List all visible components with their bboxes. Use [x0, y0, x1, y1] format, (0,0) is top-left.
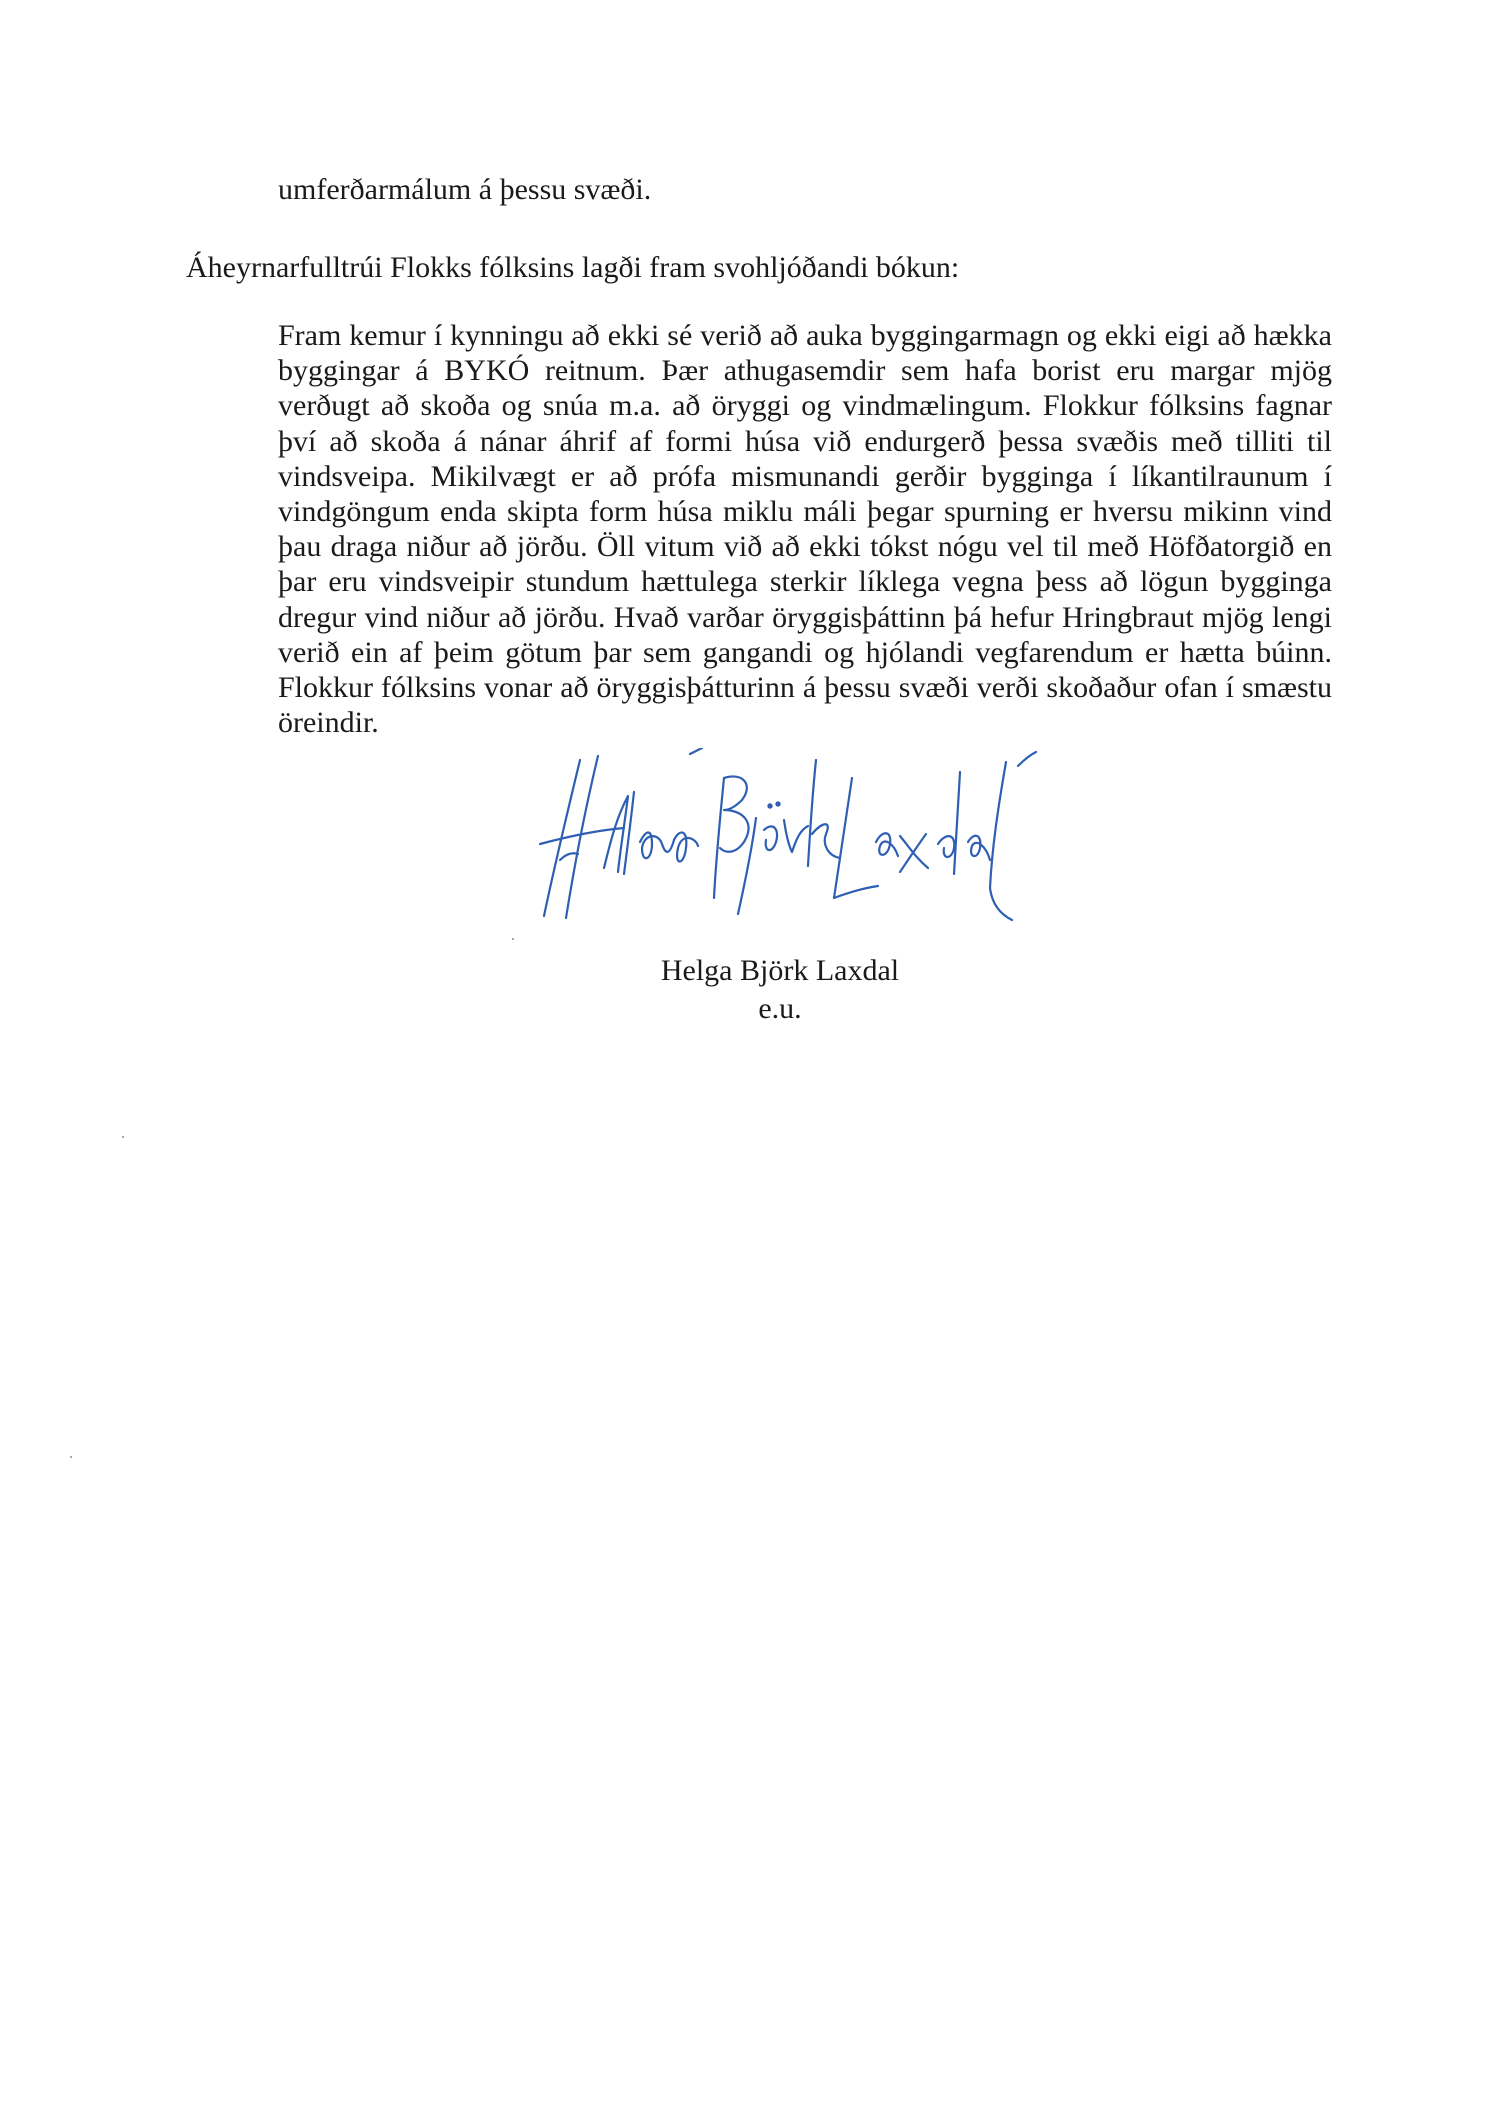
signer-name: Helga Björk Laxdal	[660, 954, 900, 987]
bokun-block	[278, 318, 1332, 740]
scan-speck	[122, 1136, 124, 1138]
bokun-paragraph: Fram kemur í kynningu að ekki sé verið að auka byggingarmagn og ekki eigi að hækka byggingar á BYKÓ reitnum. Þær athugasemdir sem hafa borist eru margar mjög verðugt að skoða og snúa m.a. að öryggi og vindmælingum. Flokkur fólksins fagnar því að skoða á nánar áhrif af formi húsa við endurgerð þessa svæðis með tilliti til vindsveipa. Mikilvægt er að prófa mismunandi gerðir bygginga í líkantilraunum í vindgöngum enda skipta form húsa miklu máli þegar spurning er hversu mikinn vind þau draga niður að jörðu. Öll vitum við að ekki tókst nógu vel til með Höfðatorgið en þar eru vindsveipir stundum hættulega sterkir líklega vegna þess að lögun bygginga dregur vind niður að jörðu. Hvað varðar öryggisþáttinn þá hefur Hringbraut mjög lengi verið ein af þeim götum þar sem gangandi og hjólandi vegfarendum er hætta búinn. Flokkur fólksins vonar að öryggisþátturinn á þessu svæði verði skoðaður ofan í smæstu öreindir.	[278, 319, 1332, 740]
signer-block	[560, 952, 1000, 1028]
scan-speck	[512, 938, 514, 940]
signer-suffix: e.u.	[758, 992, 802, 1025]
handwritten-signature	[520, 748, 1040, 928]
scan-speck	[70, 1456, 72, 1458]
continuation-line: umferðarmálum á þessu svæði.	[278, 173, 652, 206]
intro-line: Áheyrnarfulltrúi Flokks fólksins lagði fram svohljóðandi bókun:	[186, 251, 960, 284]
